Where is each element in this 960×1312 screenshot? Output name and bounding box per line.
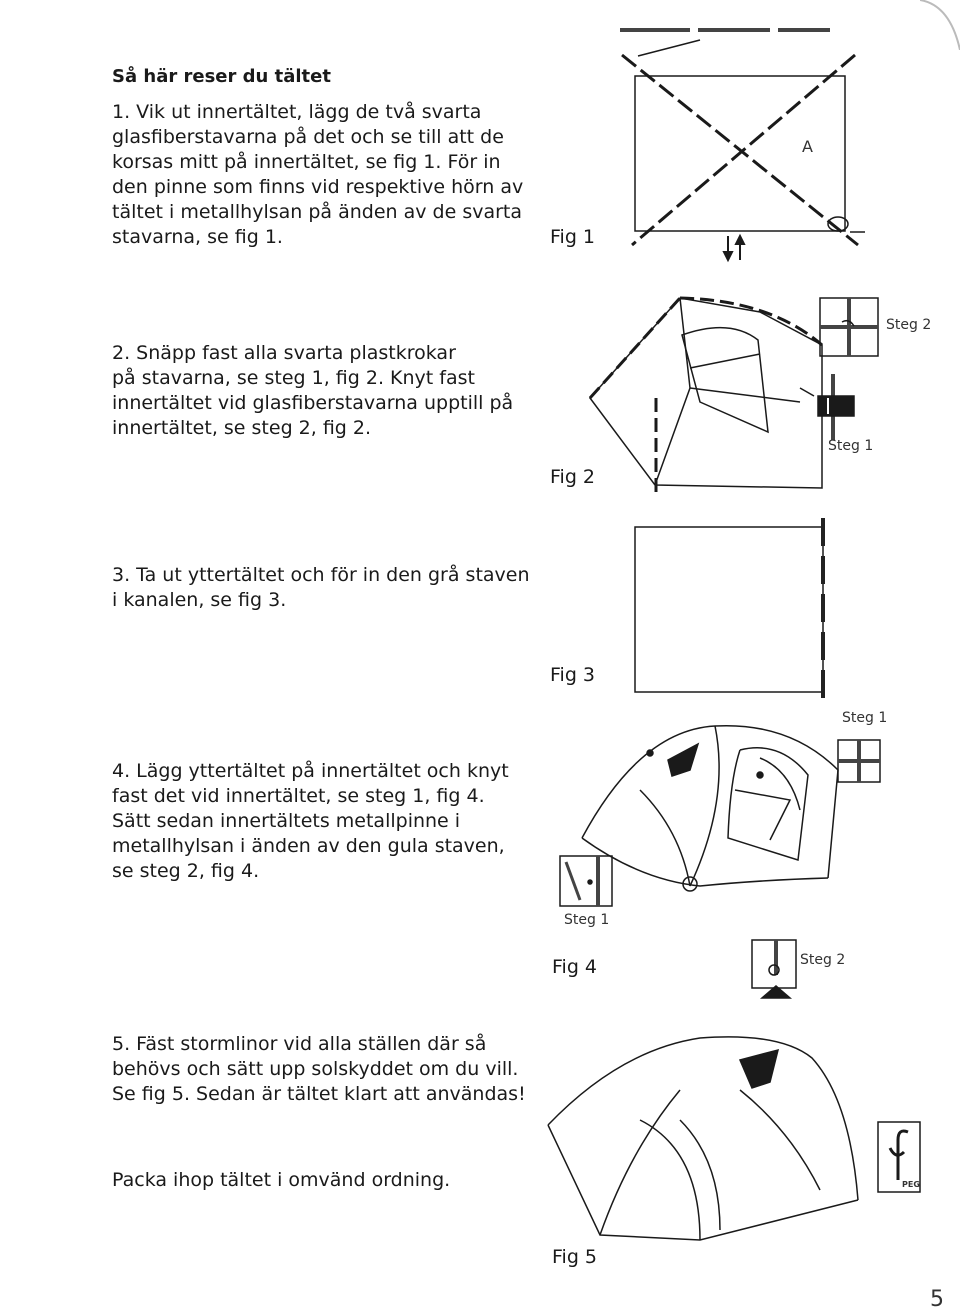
vent-patch-icon xyxy=(668,744,698,776)
step-4-line: Sätt sedan innertältets metallpinne i xyxy=(112,810,461,832)
outer-tent-dome xyxy=(582,726,838,878)
step-1-line: stavarna, se fig 1. xyxy=(112,226,283,248)
pole-diagonal-1 xyxy=(622,55,858,245)
step-3-line: 3. Ta ut yttertältet och för in den grå staven xyxy=(112,564,530,586)
step-4-line: fast det vid innertältet, se steg 1, fig 4. xyxy=(112,785,485,807)
peg-label: PEG xyxy=(902,1180,920,1189)
step-5-line: behövs och sätt upp solskyddet om du vill. xyxy=(112,1058,519,1080)
fig2-steg2: Steg 2 xyxy=(886,317,932,333)
step-1-line: glasfiberstavarna på det och se till att de xyxy=(112,126,504,148)
step-4-line: se steg 2, fig 4. xyxy=(112,860,260,882)
step-5-line: 5. Fäst stormlinor vid alla ställen där så xyxy=(112,1033,487,1055)
fig1-drawing xyxy=(620,30,865,260)
step-5-line: Se fig 5. Sedan är tältet klart att användas! xyxy=(112,1083,526,1105)
fig4-steg1-top: Steg 1 xyxy=(842,710,888,726)
step-2-line: på stavarna, se steg 1, fig 2. Knyt fast xyxy=(112,367,475,389)
step-3-line: i kanalen, se fig 3. xyxy=(112,589,287,611)
fig4-label: Fig 4 xyxy=(552,956,598,978)
fig2-drawing xyxy=(590,298,878,492)
fig2-label: Fig 2 xyxy=(550,466,596,488)
step-1-line: korsas mitt på innertältet, se fig 1. För in xyxy=(112,151,501,173)
fig1-marker-a: A xyxy=(802,137,813,156)
page-number: 5 xyxy=(930,1287,944,1312)
step-1-line: tältet i metallhylsan på änden av de svarta xyxy=(112,201,523,223)
outer-tent-sheet xyxy=(635,527,823,692)
fig3-drawing xyxy=(635,518,823,700)
plastic-clip-icon xyxy=(818,396,854,416)
step-2-line: 2. Snäpp fast alla svarta plastkrokar xyxy=(112,342,456,364)
vent-patch-icon xyxy=(740,1050,778,1088)
fig3-label: Fig 3 xyxy=(550,664,596,686)
fig5-label: Fig 5 xyxy=(552,1246,598,1268)
tent-door-panel xyxy=(682,328,768,432)
step-1-line: den pinne som finns vid respektive hörn av xyxy=(112,176,524,198)
fig1-label: Fig 1 xyxy=(550,226,596,248)
step-2-line: innertältet vid glasfiberstavarna upptill på xyxy=(112,392,514,414)
inner-tent-dome xyxy=(590,298,822,488)
fig4-steg1-bottom: Steg 1 xyxy=(564,912,610,928)
insert-arrows-icon xyxy=(724,236,744,260)
fig4-steg2: Steg 2 xyxy=(800,952,846,968)
outer-tent-door xyxy=(728,748,808,860)
fig2-steg1: Steg 1 xyxy=(828,438,874,454)
step-4-line: metallhylsan i änden av den gula staven, xyxy=(112,835,505,857)
step-2-line: innertältet, se steg 2, fig 2. xyxy=(112,417,372,439)
step-1-line: 1. Vik ut innertältet, lägg de två svarta xyxy=(112,101,482,123)
fig5-drawing xyxy=(548,1037,920,1240)
step-4-line: 4. Lägg yttertältet på innertältet och knyt xyxy=(112,760,509,782)
section-title: Så här reser du tältet xyxy=(112,66,331,87)
closing-note: Packa ihop tältet i omvänd ordning. xyxy=(112,1169,451,1191)
